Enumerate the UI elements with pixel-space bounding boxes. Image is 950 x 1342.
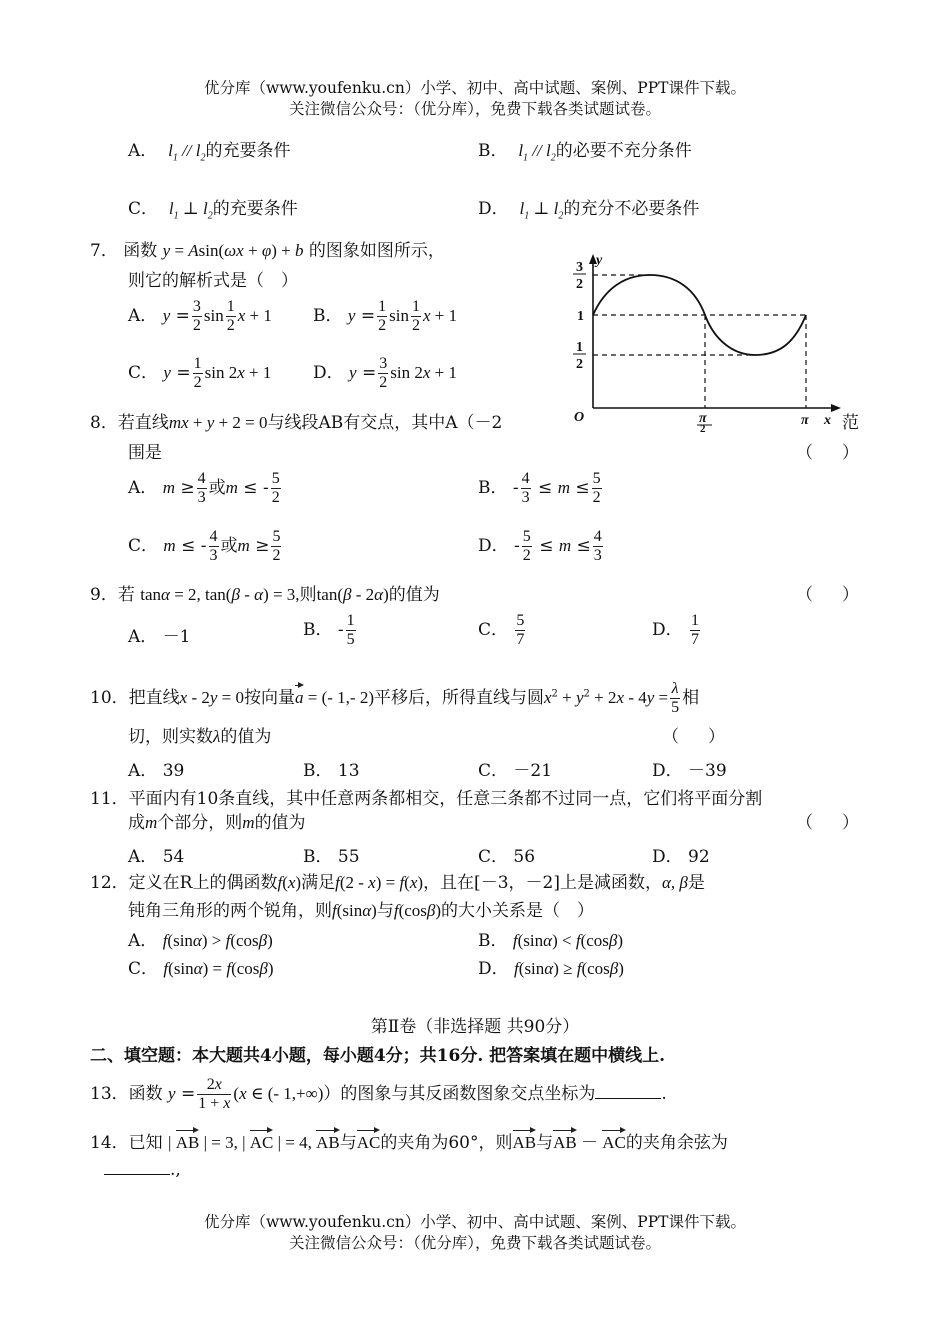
q6-option-d: D． $l_1$ ⊥ $l_2$的充分不必要条件 <box>478 199 700 222</box>
q14-answer-line: ., <box>104 1160 181 1180</box>
q8-option-c: C． m ≤ - $\frac{4}{3}$ 或m ≥ $\frac{5}{2}$ <box>128 528 281 564</box>
q11-option-a: A． 54 <box>128 847 185 867</box>
q12-stem: 12．定义在R上的偶函数f(x)满足f(2 - x) = f(x)，且在[－3，－2]上是减函数，α, β是 <box>90 873 705 893</box>
y-tick-low-num: 1 <box>576 340 583 355</box>
q13-answer-blank[interactable] <box>595 1084 661 1099</box>
q13-stem: 13．函数 y = $\frac{2x}{1 + x}$ (x ∈ (- 1,+∞)）的图象与其反函数图象交点坐标为 . <box>90 1076 667 1112</box>
q11-stem: 11．平面内有10条直线，其中任意两条都相交，任意三条都不过同一点，它们将平面分割 <box>90 789 763 809</box>
q11-stem-2: 成m个部分，则m的值为 <box>128 813 306 833</box>
q9-option-d: D． $\frac{1}{7}$ <box>652 612 700 648</box>
q7-option-b: B． y = $\frac{1}{2}$ sin $\frac{1}{2}$ x + 1 <box>313 298 458 334</box>
q10-stem-2: 切，则实数λ的值为 <box>128 727 272 747</box>
y-tick-mid: 1 <box>577 309 584 324</box>
q7-stem-2: 则它的解析式是（ ） <box>128 271 298 291</box>
q7-option-a: A． y = $\frac{3}{2}$ sin $\frac{1}{2}$ x + 1 <box>128 298 272 334</box>
q11-option-d: D． 92 <box>652 847 710 867</box>
q7-option-c: C． y = $\frac{1}{2}$ sin 2x + 1 <box>128 355 272 391</box>
q10-option-c: C． －21 <box>478 761 553 781</box>
function-graph <box>560 248 850 433</box>
q11-option-c: C． 56 <box>478 847 536 867</box>
q10-option-a: A． 39 <box>128 761 185 781</box>
q14-stem: 14．已知 | AB | = 3, | AC | = 4, AB与AC的夹角为60°，则AB与AB － AC的夹角余弦为 <box>90 1128 728 1153</box>
q14-answer-blank[interactable] <box>104 1160 170 1175</box>
y-axis-label: y <box>596 253 603 268</box>
q12-option-c: C． f(sinα) = f(cosβ) <box>128 959 274 979</box>
x-tick-half-num: π <box>699 411 707 426</box>
q6-option-c: C． $l_1$ ⊥ $l_2$的充要条件 <box>128 199 298 222</box>
q9-option-c: C． $\frac{5}{7}$ <box>478 612 525 648</box>
q8-stem-tail: 范 <box>842 413 859 433</box>
q10-option-d: D． －39 <box>652 761 727 781</box>
q6-option-a: A． $l_1 // l_2$的充要条件 <box>128 141 291 164</box>
q9-stem: 9．若 tanα = 2, tan(β - α) = 3,则tan(β - 2α)的值为 <box>90 585 440 605</box>
q12-option-d: D． f(sinα) ≥ f(cosβ) <box>478 959 624 979</box>
x-tick-half-den: 2 <box>700 423 706 433</box>
y-tick-low-den: 2 <box>576 357 583 372</box>
footer-line-2: 关注微信公众号：（优分库），免费下载各类试题试卷。 <box>288 1234 661 1252</box>
q9-option-b: B． - $\frac{1}{5}$ <box>303 612 355 648</box>
q10-answer-paren: （ ） <box>662 727 731 747</box>
q8-stem-2: 围是 <box>128 443 162 463</box>
q12-option-a: A． f(sinα) > f(cosβ) <box>128 931 273 951</box>
q12-option-b: B． f(sinα) < f(cosβ) <box>478 931 624 951</box>
x-axis-label: x <box>824 413 831 428</box>
y-tick-top-den: 2 <box>576 277 583 292</box>
q6-option-b: B． $l_1 // l_2$的必要不充分条件 <box>478 141 692 164</box>
q8-stem: 8．若直线mx + y + 2 = 0与线段AB有交点，其中A（－2 <box>90 413 503 433</box>
q8-option-a: A． m ≥ $\frac{4}{3}$ 或m ≤ - $\frac{5}{2}$ <box>128 470 280 506</box>
part-2-title: 第Ⅱ卷（非选择题 共90分） <box>370 1017 580 1037</box>
q11-option-b: B． 55 <box>303 847 360 867</box>
header-line-2: 关注微信公众号：（优分库），免费下载各类试题试卷。 <box>288 100 661 118</box>
q12-stem-2: 钝角三角形的两个锐角，则f(sinα)与f(cosβ)的大小关系是（ ） <box>128 901 595 921</box>
section-2-heading: 二、填空题：本大题共4小题，每小题4分；共16分. 把答案填在题中横线上. <box>90 1046 666 1066</box>
q8-answer-paren: （ ） <box>796 443 865 463</box>
q9-answer-paren: （ ） <box>796 585 865 605</box>
y-tick-top-num: 3 <box>576 260 583 275</box>
x-tick-pi: π <box>801 413 809 428</box>
q7-option-d: D． y = $\frac{3}{2}$ sin 2x + 1 <box>313 355 457 391</box>
q10-stem: 10．把直线x - 2y = 0按向量a = (- 1,- 2)平移后，所得直线与圆$x^2 + y^2 + 2x - 4y$ = $\frac{\lambda}{5}$ 相 <box>90 680 700 716</box>
q8-option-b: B． - $\frac{4}{3}$ ≤ m ≤ $\frac{5}{2}$ <box>478 470 601 506</box>
q8-option-d: D． - $\frac{5}{2}$ ≤ m ≤ $\frac{4}{3}$ <box>478 528 602 564</box>
header-line-1: 优分库（www.youfenku.cn）小学、初中、高中试题、案例、PPT课件下载。 <box>203 79 747 97</box>
footer-line-1: 优分库（www.youfenku.cn）小学、初中、高中试题、案例、PPT课件下载。 <box>203 1213 747 1231</box>
q10-option-b: B． 13 <box>303 761 360 781</box>
q11-answer-paren: （ ） <box>796 813 865 833</box>
q7-stem: 7． 函数 y = Asin(ωx + φ) + b 的图象如图所示， <box>90 241 445 261</box>
q9-option-a: A． －1 <box>128 627 191 647</box>
origin-label: O <box>574 410 585 425</box>
